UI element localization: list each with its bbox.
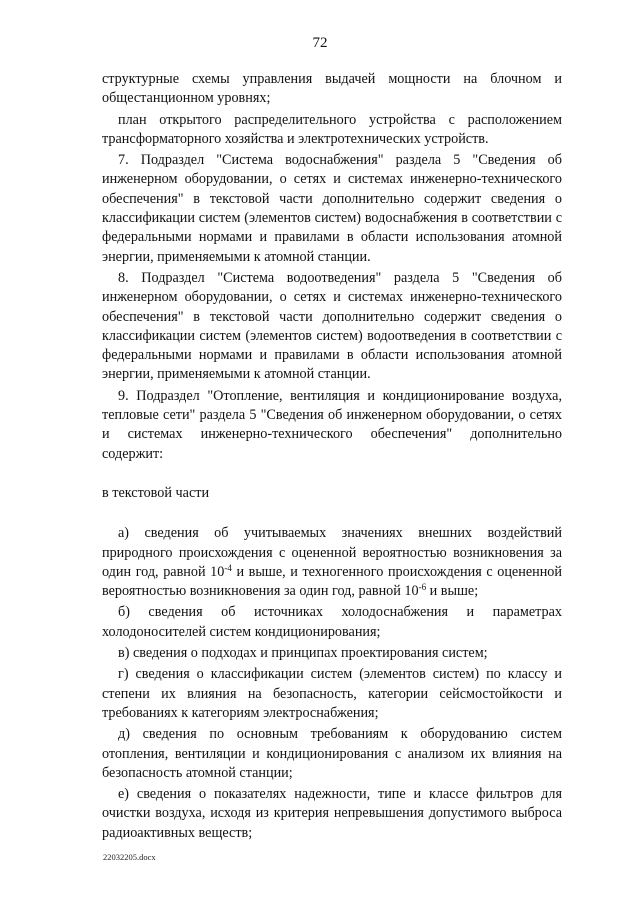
list-item-v: в) сведения о подходах и принципах проектирования систем;: [118, 645, 488, 662]
subheading-text-part: в текстовой части: [102, 484, 210, 501]
paragraph-water-disposal: 8. Подраздел "Система водоотведения" раздела 5 "Сведения об инженерном оборудовании, о сетях и системах инженерно-технического обеспечения" в текстовой части дополнительно содержит сведения о классификации систем (элементов систем) водоотведения в соответствии с федеральными нормами и правилами в области использования атомной энергии, применяемыми к атомной станции.: [102, 269, 562, 383]
list-item-a-text-2: и выше, и техногенного происхождения с оцененной вероятностью возникновения за один год, равной 10: [102, 563, 562, 600]
paragraph-heating-ventilation: 9. Подраздел "Отопление, вентиляция и кондиционирование воздуха, тепловые сети" раздела 5 "Сведения об инженерном оборудовании, о сетях и системах инженерно-технического обеспечения" дополнительно содержит:: [102, 387, 562, 462]
list-item-e: е) сведения о показателях надежности, типе и классе фильтров для очистки воздуха, исходя из критерия непревышения допустимого выброса радиоактивных веществ;: [102, 786, 562, 841]
document-body: [102, 70, 562, 845]
exponent-2: -6: [418, 582, 427, 593]
page-number: 72: [312, 35, 328, 51]
paragraph-water-supply: 7. Подраздел "Система водоснабжения" раздела 5 "Сведения об инженерном оборудовании, о сетях и системах инженерно-технического обеспечения" в текстовой части дополнительно содержит сведения о классификации систем (элементов систем) водоснабжения в соответствии с федеральными нормами и правилами в области использования атомной энергии, применяемыми к атомной станции.: [102, 152, 562, 265]
list-item-a-text-1: а) сведения об учитываемых значениях внешних воздействий природного происхождения с оцененной вероятностью возникновения за один год, равной 10: [102, 525, 562, 580]
list-item-a-text-3: и выше;: [426, 583, 479, 600]
list-item-b: б) сведения об источниках холодоснабжения и параметрах холодоносителей систем кондиционирования;: [102, 604, 562, 640]
list-item-g: г) сведения о классификации систем (элементов систем) по классу и степени их влияния на безопасность, категории сейсмостойкости и требованиях к категориям электроснабжения;: [102, 666, 562, 721]
footer-filename: 22032205.docx: [103, 852, 156, 862]
paragraph-structural-schemes: структурные схемы управления выдачей мощности на блочном и общестанционном уровнях;: [102, 71, 562, 107]
list-item-d: д) сведения по основным требованиям к оборудованию систем отопления, вентиляции и кондиционирования с анализом их влияния на безопасность атомной станции;: [102, 726, 562, 781]
list-item-a: [102, 524, 562, 601]
exponent-1: -4: [224, 562, 232, 573]
paragraph-switchgear-plan: план открытого распределительного устройства с расположением трансформаторного хозяйства и электротехнических устройств.: [102, 111, 562, 147]
